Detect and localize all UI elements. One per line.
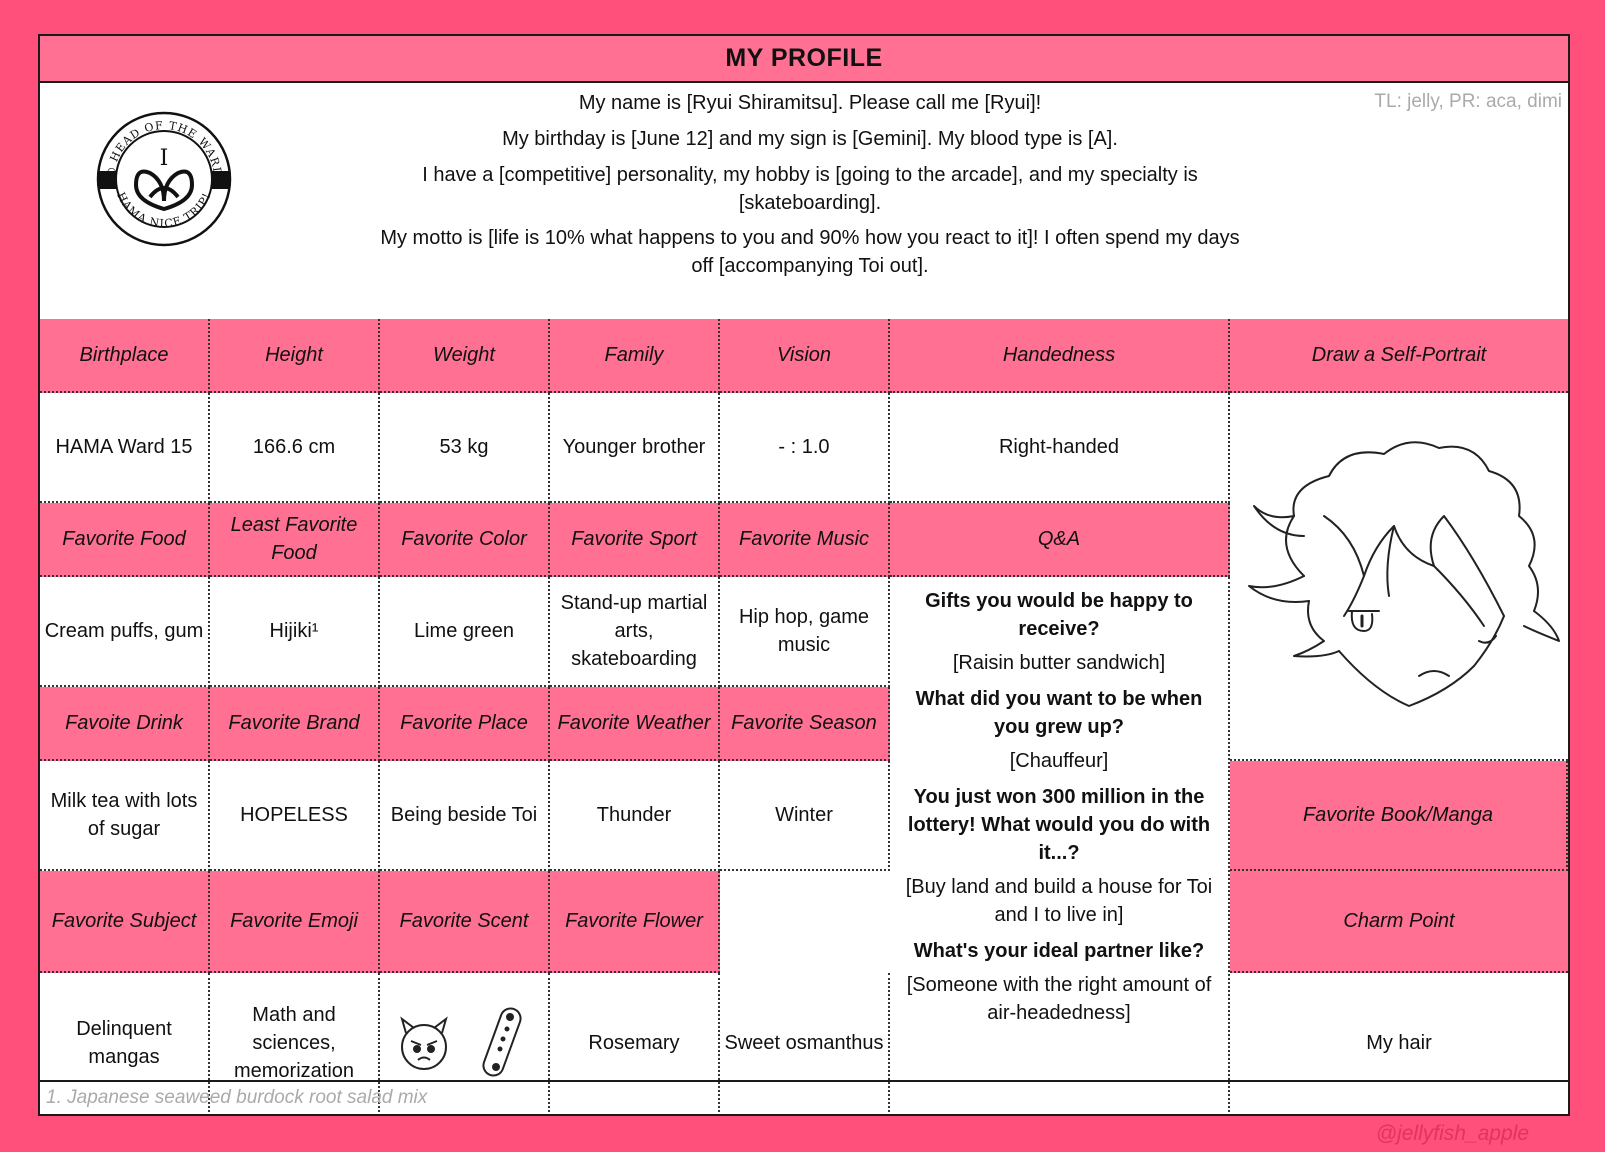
page-title: MY PROFILE	[40, 36, 1568, 83]
header-least-favorite-food: Least Favorite Food	[210, 503, 380, 577]
header-favorite-flower: Favorite Flower	[550, 871, 720, 973]
qa-answer-1: [Raisin butter sandwich]	[952, 652, 1166, 674]
value-favorite-drink: Milk tea with lots of sugar	[40, 761, 210, 871]
value-favorite-food: Cream puffs, gum	[40, 577, 210, 687]
value-favorite-season: Winter	[720, 761, 890, 871]
self-portrait-drawing-icon	[1234, 426, 1564, 726]
header-weight: Weight	[380, 319, 550, 393]
watermark: @jellyfish_apple	[1375, 1122, 1529, 1145]
header-handedness: Handedness	[890, 319, 1230, 393]
qa-question-4: What's your ideal partner like?	[913, 940, 1205, 962]
header-favorite-brand: Favorite Brand	[210, 687, 380, 761]
value-birthplace: HAMA Ward 15	[40, 393, 210, 503]
header-favorite-emoji: Favorite Emoji	[210, 871, 380, 973]
value-favorite-place: Being beside Toi	[380, 761, 550, 871]
intro-birthday-line: My birthday is [June 12] and my sign is [Gemini]. My blood type is [A].	[502, 128, 1118, 150]
angry-devil-face-icon	[394, 1013, 454, 1073]
skateboard-icon	[474, 1003, 534, 1083]
header-favorite-book-manga: Favorite Book/Manga	[1230, 761, 1568, 871]
credits-text: TL: jelly, PR: aca, dimi	[1374, 91, 1562, 112]
qa-section	[890, 577, 1230, 1112]
value-charm-point: My hair	[1366, 1031, 1432, 1054]
header-vision: Vision	[720, 319, 890, 393]
value-favorite-music: Hip hop, game music	[720, 577, 890, 687]
qa-answer-3: [Buy land and build a house for Toi and I to live in]	[905, 876, 1213, 926]
header-favorite-weather: Favorite Weather	[550, 687, 720, 761]
header-qa: Q&A	[890, 503, 1230, 577]
value-favorite-flower: Sweet osmanthus	[720, 973, 890, 1112]
intro-personality-line: I have a [competitive] personality, my hobby is [going to the arcade], and my specialty is [skateboarding].	[422, 164, 1198, 214]
value-handedness: Right-handed	[890, 393, 1230, 503]
qa-question-2: What did you want to be when you grew up?	[915, 688, 1203, 738]
value-favorite-brand: HOPELESS	[210, 761, 380, 871]
header-favorite-place: Favorite Place	[380, 687, 550, 761]
header-charm-point: Charm Point	[1230, 871, 1568, 973]
value-family: Younger brother	[550, 393, 720, 503]
value-favorite-sport: Stand-up martial arts, skateboarding	[550, 577, 720, 687]
self-portrait	[1230, 393, 1568, 761]
value-favorite-weather: Thunder	[550, 761, 720, 871]
value-vision: - : 1.0	[720, 393, 890, 503]
logo-numeral: I	[159, 146, 169, 171]
intro-section	[40, 83, 1568, 321]
header-favorite-season: Favorite Season	[720, 687, 890, 761]
intro-name-line: My name is [Ryui Shiramitsu]. Please call me [Ryui]!	[578, 92, 1042, 114]
value-favorite-subject: Math and sciences, memorization	[210, 973, 380, 1112]
value-weight: 53 kg	[380, 393, 550, 503]
profile-sheet	[38, 34, 1570, 1116]
value-favorite-book-manga: Delinquent mangas	[40, 973, 210, 1112]
svg-text:HAMA NICE TRIP!: HAMA NICE TRIP!	[114, 190, 214, 231]
qa-answer-4: [Someone with the right amount of air-headedness]	[906, 974, 1212, 1024]
header-favorite-subject: Favorite Subject	[40, 871, 210, 973]
qa-question-3: You just won 300 million in the lottery! What would you do with it...?	[907, 786, 1211, 864]
profile-grid	[40, 319, 1568, 1116]
qa-answer-2: [Chauffeur]	[1009, 750, 1109, 772]
header-favorite-sport: Favorite Sport	[550, 503, 720, 577]
value-favorite-scent: Rosemary	[550, 973, 720, 1112]
value-height: 166.6 cm	[210, 393, 380, 503]
value-favorite-color: Lime green	[380, 577, 550, 687]
footnote: 1. Japanese seaweed burdock root salad mix	[40, 1080, 1568, 1114]
header-birthplace: Birthplace	[40, 319, 210, 393]
svg-text:○ HEAD OF THE WARD: ○ HEAD OF THE WARD	[103, 118, 225, 178]
header-favorite-drink: Favoite Drink	[40, 687, 210, 761]
header-self-portrait: Draw a Self-Portrait	[1230, 319, 1568, 393]
header-favorite-food: Favorite Food	[40, 503, 210, 577]
value-least-favorite-food: Hijiki¹	[210, 577, 380, 687]
intro-motto-line: My motto is [life is 10% what happens to you and 90% how you react to it]! I often spend my days off [accompanying Toi out].	[380, 227, 1240, 277]
head-of-ward-logo-icon	[94, 109, 234, 249]
header-height: Height	[210, 319, 380, 393]
header-favorite-music: Favorite Music	[720, 503, 890, 577]
qa-question-1: Gifts you would be happy to receive?	[925, 590, 1193, 640]
header-favorite-color: Favorite Color	[380, 503, 550, 577]
header-favorite-scent: Favorite Scent	[380, 871, 550, 973]
header-family: Family	[550, 319, 720, 393]
